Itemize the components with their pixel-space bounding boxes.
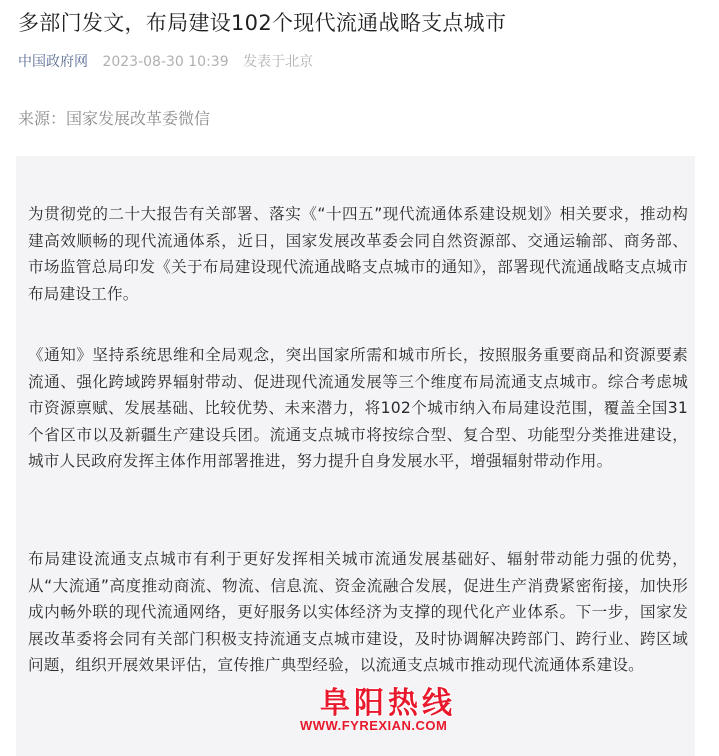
publish-date: 2023-08-30 10:39 — [102, 54, 229, 70]
article-title: 多部门发文，布局建设102个现代流通战略支点城市 — [18, 11, 507, 35]
article-meta — [18, 52, 313, 72]
watermark-name: 阜阳热线 — [320, 686, 456, 721]
article-source: 来源：国家发展改革委微信 — [18, 109, 211, 128]
account-name-link[interactable]: 中国政府网 — [18, 54, 88, 70]
publish-location: 发表于北京 — [243, 54, 314, 70]
body-paragraph-2: 《通知》坚持系统思维和全局观念，突出国家所需和城市所长，按照服务重要商品和资源要素流通、强化跨域跨界辐射带动、促进现代流通发展等三个维度布局流通支点城市。综合考虑城市资源禀赋、发展基础、比较优势、未来潜力，将102个城市纳入布局建设范围，覆盖全国31个省区市以及新疆生产建设兵团。流通支点城市将按综合型、复合型、功能型分类推进建设，城市人民政府发挥主体作用部署推进，努力提升自身发展水平，增强辐射带动作用。 — [28, 346, 688, 471]
watermark-url: WWW.FYREXIAN.COM — [300, 718, 448, 733]
body-paragraph-3: 布局建设流通支点城市有利于更好发挥相关城市流通发展基础好、辐射带动能力强的优势，从“大流通”高度推动商流、物流、信息流、资金流融合发展，促进生产消费紧密衔接，加快形成内畅外联的现代流通网络，更好服务以实体经济为支撑的现代化产业体系。下一步，国家发展改革委将会同有关部门积极支持流通支点城市建设，及时协调解决跨部门、跨行业、跨区域问题，组织开展效果评估，宣传推广典型经验，以流通支点城市推动现代流通体系建设。 — [28, 550, 688, 675]
article-body-card — [16, 156, 695, 756]
site-watermark — [300, 678, 480, 738]
body-paragraph-1: 为贯彻党的二十大报告有关部署、落实《“十四五”现代流通体系建设规划》相关要求，推动构建高效顺畅的现代流通体系，近日，国家发展改革委会同自然资源部、交通运输部、商务部、市场监管总局印发《关于布局建设现代流通战略支点城市的通知》，部署现代流通战略支点城市布局建设工作。 — [28, 205, 688, 303]
